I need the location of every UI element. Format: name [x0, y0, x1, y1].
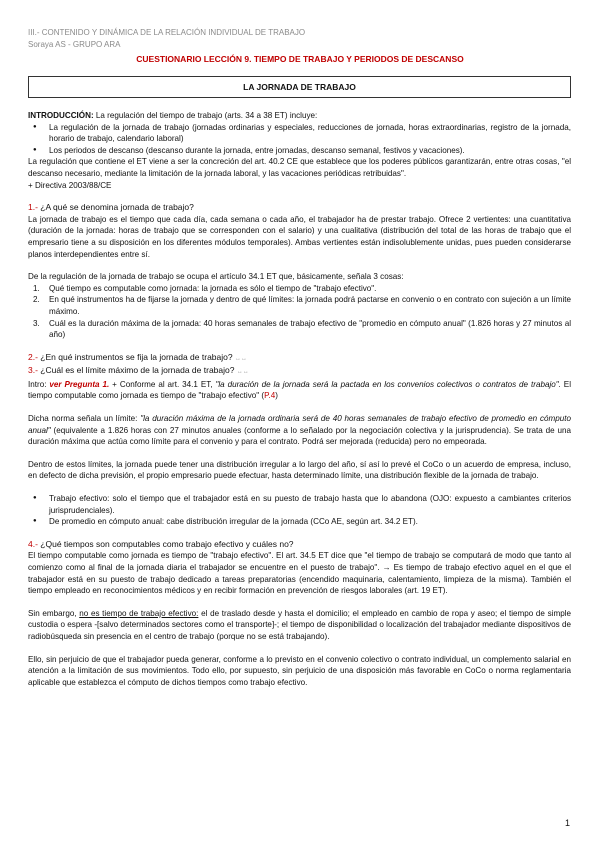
- q3-distribution-paragraph: Dentro de estos límites, la jornada puede tener una distribución irregular a lo largo del año, sí así lo prevé el CoCo o un acuerdo de empresa, incluso, en defecto de dicha previsión, el propio empresario puede efectuar, hasta determinado límite, una distribución flexible de la jornada de trabajo.: [28, 459, 571, 481]
- q1-article-paragraph: De la regulación de la jornada de trabajo se ocupa el artículo 34.1 ET que, básicamente, señala 3 cosas:: [28, 272, 404, 282]
- q4-complement-paragraph: Ello, sin perjuicio de que el trabajador pueda generar, conforme a lo previsto en el convenio colectivo o contrato individual, un complemento salarial en atención a la limitación de sus movimientos. Todo ello, por supuesto, sin perjuicio de una disposición más favorable en CoCo o norma reglamentaria aplicable que establezca el cómputo de dichos tiempos como trabajo efectivo.: [28, 654, 571, 687]
- page-number: 1: [564, 818, 570, 828]
- running-header-author: Soraya AS - GRUPO ARA: [28, 40, 121, 49]
- intro-directive: + Directiva 2003/88/CE: [28, 180, 112, 190]
- running-header-course: III.- CONTENIDO Y DINÁMICA DE LA RELACIÓN INDIVIDUAL DE TRABAJO: [28, 28, 306, 37]
- q3-intro-paragraph: Intro: ver Pregunta 1. + Conforme al art. 34.1 ET, "la duración de la jornada será la pactada en los convenios colectivos o contratos de trabajo". El tiempo computable como jornada es tiempo de "trabajo efectivo" (P.4): [28, 379, 572, 401]
- cross-reference-link[interactable]: ver Pregunta 1.: [49, 379, 110, 389]
- intro-label: INTRODUCCIÓN:: [28, 111, 94, 120]
- document-title: CUESTIONARIO LECCIÓN 9. TIEMPO DE TRABAJO Y PERIODOS DE DESCANSO: [136, 54, 464, 64]
- document-body: [28, 110, 571, 688]
- question-3-heading: 3.- ¿Cuál es el límite máximo de la jornada de trabajo? ↔↔: [28, 365, 249, 376]
- intro-paragraph: INTRODUCCIÓN: La regulación del tiempo de trabajo (arts. 34 a 38 ET) incluye:: [28, 111, 318, 120]
- numbered-item: 3. Cuál es la duración máxima de la jornada: 40 horas semanales de trabajo efectivo de "promedio en cómputo anual" (1.826 horas y 27 minutos al año): [33, 318, 571, 340]
- q4-answer-paragraph: El tiempo computable como jornada es tiempo de "trabajo efectivo". El art. 34.5 ET dice que "el tiempo de trabajo se computará de modo que tanto al comienzo como al final de la jornada diaria el trabajador se encuentre en el puesto de trabajo". → Es tiempo de trabajo efectivo aquel en el que el trabajador está en su puesto de trabajo dedicado a tareas preparatorias (encendido maquinaria, calentamiento, limpieza de la misma). También el tiempo empleado en reconocimientos médicos y en recibir formación en prevención de riesgos laborales (art. 19 ET).: [28, 551, 571, 596]
- numbered-item: 1. Qué tiempo es computable como jornada: la jornada es sólo el tiempo de "trabajo efectivo".: [33, 283, 377, 293]
- q4-exclusions-paragraph: Sin embargo, no es tiempo de trabajo efectivo: el de traslado desde y hasta el domicilio; el empleado en cambio de ropa y aseo; el tiempo de simple custodia o espera -[salvo determinados sectores como el transporte]-; el tiempo de disponibilidad o localización del trabajador mediante dispositivos de radiobúsqueda sin presencia en el centro de trabajo (porque no se está trabajando).: [28, 608, 572, 641]
- question-number: 1.-: [28, 202, 38, 213]
- question-number: 4.-: [28, 538, 38, 549]
- question-number: 3.-: [28, 365, 38, 376]
- intro-bullet: ● La regulación de la jornada de trabajo (jornadas ordinarias y especiales, reducciones de jornada, horas extraordinarias, registro de la jornada, horario de trabajo, calendario laboral): [28, 122, 571, 145]
- link-icon[interactable]: ↔↔: [236, 369, 249, 376]
- question-1-heading: 1.- ¿A qué se denomina jornada de trabajo?: [28, 202, 194, 213]
- section-title-box: LA JORNADA DE TRABAJO: [28, 76, 571, 98]
- question-number: 2.-: [28, 351, 38, 362]
- q1-answer-paragraph: La jornada de trabajo es el tiempo que cada día, cada semana o cada año, el trabajador ha de prestar trabajo. Ofrece 2 vertientes: una cuantitativa (duración de la jornada: horas de trabajo que se corresponden con el salario) y una cualitativa (distribución del total de las horas de trabajo que el empresario tiene a su disposición en los diferentes módulos temporales). Ambas vertientes están indisolublemente unidas, pues pueden considerarse planos interdependientes entre sí.: [28, 214, 571, 259]
- numbered-item: 2. En qué instrumentos ha de fijarse la jornada y dentro de qué límites: la jornada podrá pactarse en convenio o en contrato con sujeción a un límite máximo.: [33, 295, 571, 316]
- q3-bullet: ● Trabajo efectivo: solo el tiempo que el trabajador está en su puesto de trabajo hasta que lo abandona (OJO: expuesto a cambiantes criterios jurisprudenciales).: [28, 493, 571, 516]
- link-icon[interactable]: ↔↔: [234, 355, 247, 362]
- q3-limit-paragraph: Dicha norma señala un límite: "la duración máxima de la jornada ordinaria será de 40 horas semanales de trabajo efectivo de promedio en cómputo anual" (equivalente a 1.826 horas con 27 minutos anuales (conforme a lo señalado por la negociación colectiva y la jurisprudencia). Se trata de una duración máxima que actúa como límite para el convenio y para el contrato. Podrá ser mejorada (reducida) pero no empeorada.: [28, 414, 571, 447]
- intro-bullet: ● Los periodos de descanso (descanso durante la jornada, entre jornadas, descanso semanal, festivos y vacaciones).: [28, 145, 571, 157]
- question-4-heading: 4.- ¿Qué tiempos son computables como trabajo efectivo y cuáles no?: [28, 538, 294, 549]
- question-2-heading: 2.- ¿En qué instrumentos se fija la jornada de trabajo? ↔↔: [28, 351, 247, 362]
- cross-reference-link[interactable]: P.4: [264, 391, 276, 401]
- intro-ce-paragraph: La regulación que contiene el ET viene a ser la concreción del art. 40.2 CE que establece que los poderes públicos garantizarán, entre otras cosas, "el descanso necesario, mediante la limitación de la jornada laboral, y las vacaciones periódicas retribuidas".: [28, 157, 571, 178]
- q3-bullet: ● De promedio en cómputo anual: cabe distribución irregular de la jornada (CCo AE, según art. 34.2 ET).: [28, 516, 571, 528]
